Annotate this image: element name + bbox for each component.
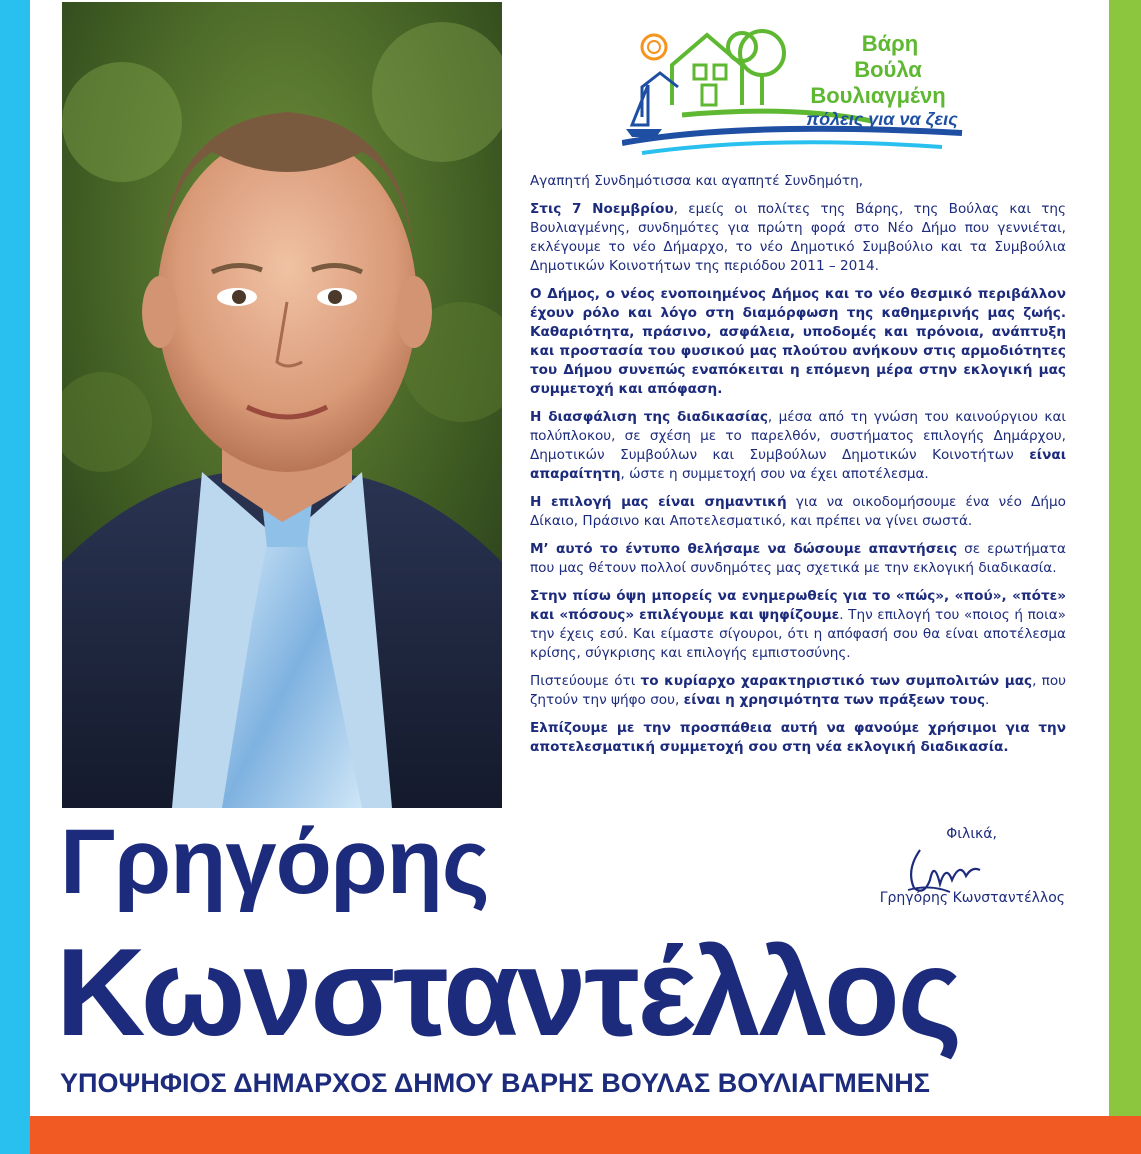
logo-line2: Βούλα — [854, 57, 922, 82]
letter-paragraph-5 — [530, 540, 1066, 578]
letter-paragraph-6 — [530, 587, 1066, 663]
letter-paragraph-2 — [530, 285, 1066, 399]
p7-bold: το κυρίαρχο χαρακτηριστικό των συμπολιτών μας — [640, 673, 1033, 689]
letter-paragraph-7 — [530, 672, 1066, 710]
candidate-title: ΥΠΟΨΗΦΙΟΣ ΔΗΜΑΡΧΟΣ ΔΗΜΟΥ ΒΑΡΗΣ ΒΟΥΛΑΣ ΒΟΥΛΙΑΓΜΕΝΗΣ — [60, 1068, 930, 1098]
p6-text: . Την επιλογή του «ποιος ή ποια» την έχεις εσύ. Και είμαστε σίγουροι, ότι η απόφασή σου θα είναι αποτέλεσμα κρίσης, σύγκρισης και επιλογής εμπιστοσύνης. — [530, 607, 1066, 661]
p5-text: σε ερωτήματα που μας θέτουν πολλοί συνδημότες μας σχετικά με την εκλογική διαδικασία. — [530, 541, 1066, 576]
p7-bold2: είναι η χρησιμότητα των πράξεων τους — [683, 692, 986, 708]
p7-text-b: , που ζητούν την ψήφο σου, — [530, 673, 1067, 708]
p8-bold: Ελπίζουμε με την προσπάθεια αυτή να φανούμε χρήσιμοι για την αποτελεσματική συμμετοχή σου στη νέα εκλογική διαδικασία. — [530, 720, 1066, 755]
logo-slogan: πόλεις για να ζεις — [806, 109, 958, 129]
letter-signer: Γρηγόρης Κωνσταντέλλος — [879, 890, 1065, 906]
p1-text: , εμείς οι πολίτες της Βάρης, της Βούλας και της Βουλιαγμένης, συνδημότες για πρώτη φορά στο Νέο Δήμο που γεννιέται, εκλέγουμε το νέο Δήμαρχο, το νέο Δημοτικό Συμβούλιο και τα Συμβούλια Δημοτικών Κοινοτήτων της περιόδου 2011 – 2014. — [530, 201, 1066, 274]
p3-bold: Η διασφάλιση της διαδικασίας — [530, 409, 768, 425]
letter-paragraph-8 — [530, 719, 1066, 757]
letter-signoff: Φιλικά, — [946, 826, 997, 842]
p5-bold: Μ’ αυτό το έντυπο θελήσαμε να δώσουμε απαντήσεις — [530, 541, 958, 557]
letter-body — [530, 172, 1066, 766]
right-accent-bar — [1109, 0, 1141, 1120]
p7-text-a: Πιστεύουμε ότι — [530, 673, 641, 689]
p2-bold: Ο Δήμος, ο νέος ενοποιημένος Δήμος και το νέο θεσμικό περιβάλλον έχουν ρόλο και λόγο στη διαμόρφωση της καθημερινής μας ζωής. Καθαριότητα, πράσινο, ασφάλεια, υποδομές και πρόνοια, ανάπτυξη και προστασία του φυσικού μας πλούτου ανήκουν στις αρμοδιότητες του Δήμου συνεπώς εναπόκειται η επόμενη μέρα στην εκλογική μας συμμετοχή και απόφαση. — [530, 286, 1066, 397]
logo-line3: Βουλιαγμένη — [810, 83, 946, 108]
p4-bold: Η επιλογή μας είναι σημαντική — [530, 494, 787, 510]
bottom-accent-bar — [30, 1116, 1141, 1154]
candidate-first-name: Γρηγόρης — [60, 811, 489, 913]
p4-text: για να οικοδομήσουμε ένα νέο Δήμο Δίκαιο, Πράσινο και Αποτελεσματικό, και πρέπει να γίνει σωστά. — [530, 494, 1066, 529]
candidate-portrait-illustration — [62, 2, 502, 808]
p3-text: , μέσα από τη γνώση του καινούργιου και πολύπλοκου, σε σχέση με το παρελθόν, συστήματος επιλογής Δημάρχου, Δημοτικών Συμβούλων και Συμβούλων Δημοτικών Κοινοτήτων — [530, 409, 1066, 463]
party-logo — [622, 25, 982, 165]
candidate-last-name: Κωνσταντέλλος — [56, 924, 961, 1062]
logo-line1: Βάρη — [861, 31, 919, 56]
left-accent-bar — [0, 0, 30, 1154]
p1-bold: Στις 7 Νοεμβρίου — [530, 201, 674, 217]
letter-greeting: Αγαπητή Συνδημότισσα και αγαπητέ Συνδημότη, — [530, 173, 864, 189]
letter-paragraph-3 — [530, 408, 1066, 484]
p7-end: . — [985, 692, 990, 708]
candidate-photo — [62, 2, 502, 808]
letter-paragraph-1 — [530, 200, 1066, 276]
p3-end: , ώστε η συμμετοχή σου να έχει αποτέλεσμα. — [620, 466, 929, 482]
letter-paragraph-4 — [530, 493, 1066, 531]
house-tree-boat-logo-icon — [622, 25, 982, 165]
p3-bold2: είναι απαραίτητη — [530, 447, 1066, 482]
p6-bold: Στην πίσω όψη μπορείς να ενημερωθείς για το «πώς», «πού», «πότε» και «πόσους» επιλέγουμε και ψηφίζουμε — [530, 588, 1066, 623]
